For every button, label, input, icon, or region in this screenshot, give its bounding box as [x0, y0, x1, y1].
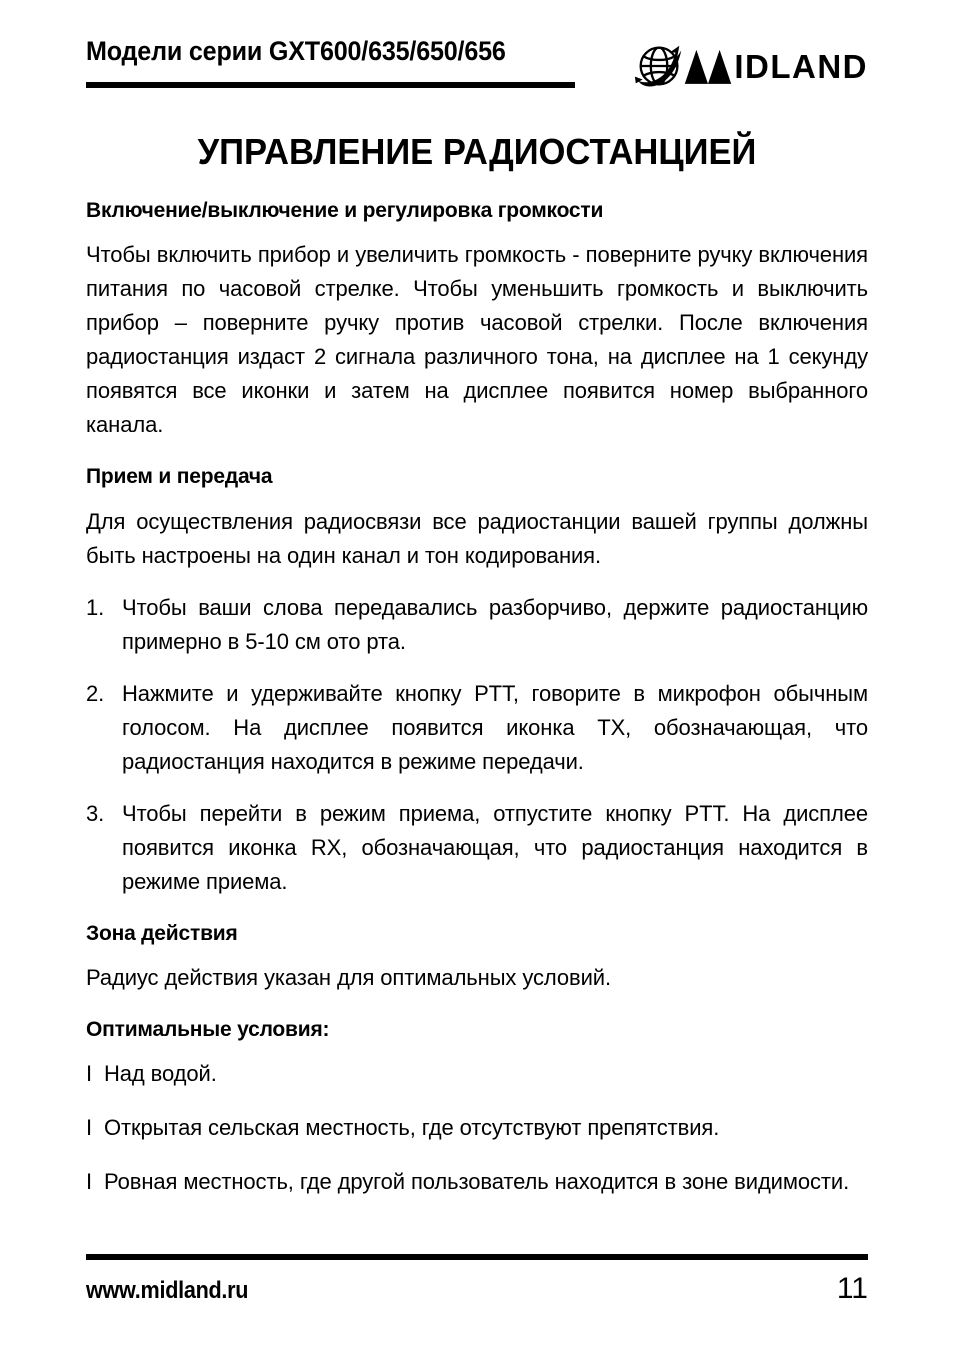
bullet-marker-icon: I [86, 1115, 93, 1140]
list-item-number: 3. [86, 800, 105, 826]
section-paragraph-range: Радиус действия указан для оптимальных условий. [86, 964, 611, 990]
list-item-text: Нажмите и удерживайте кнопку PTT, говорите в микрофон обычным голосом. На дисплее появится иконка TX, обозначающая, что радиостанция находится в режиме передачи. [122, 680, 868, 774]
list-item [86, 677, 868, 779]
logo-brand-text: IDLAND [734, 47, 868, 85]
page-header [86, 38, 868, 100]
footer-divider-rule [86, 1254, 868, 1260]
list-item-text: Открытая сельская местность, где отсутствуют препятствия. [104, 1115, 720, 1140]
list-item [86, 1111, 868, 1145]
spacer [86, 995, 868, 1017]
header-models-block [86, 38, 586, 65]
footer-page-number: 11 [836, 1272, 868, 1305]
spacer [86, 573, 868, 591]
list-item [86, 797, 868, 899]
bullet-marker-icon: I [86, 1169, 93, 1194]
list-item [86, 1165, 868, 1199]
section-heading-range: Зона действия [86, 921, 238, 945]
list-item-text: Ровная местность, где другой пользователь находится в зоне видимости. [104, 1169, 850, 1194]
midland-wordmark [683, 46, 868, 86]
page-title: УПРАВЛЕНИЕ РАДИОСТАНЦИЕЙ [197, 131, 757, 172]
spacer [86, 947, 868, 961]
list-item-number: 2. [86, 680, 105, 706]
section-heading-receive-transmit: Прием и передача [86, 465, 273, 489]
header-divider-rule [86, 82, 575, 88]
spacer [86, 491, 868, 505]
list-item-text: Чтобы ваши слова передавались разборчиво, держите радиостанцию примерно в 5-10 см ото рта. [122, 594, 868, 654]
numbered-instruction-list [86, 591, 868, 899]
logo-m-letter [683, 46, 733, 86]
midland-logo [631, 36, 868, 96]
list-item [86, 591, 868, 659]
spacer [86, 1043, 868, 1057]
optimal-conditions-list [86, 1057, 868, 1199]
list-item-text: Над водой. [104, 1061, 217, 1086]
spacer [86, 224, 868, 238]
header-models-line: Модели серии GXT600/635/650/656 [86, 36, 506, 66]
section-paragraph-power-volume: Чтобы включить прибор и увеличить громкость - поверните ручку включения питания по часовой стрелке. Чтобы уменьшить громкость и выключить прибор – поверните ручку против часовой стрелки. После включения радиостанция издаст 2 сигнала различного тона, на дисплее на 1 секунду появятся все иконки и затем на дисплее появится номер выбранного канала. [86, 242, 868, 438]
section-heading-power-volume: Включение/выключение и регулировка громкости [86, 199, 604, 222]
list-item-text: Чтобы перейти в режим приема, отпустите кнопку PTT. На дисплее появится иконка RX, обозначающая, что радиостанция находится в режиме приема. [122, 800, 868, 894]
page-content [86, 198, 868, 1199]
spacer [86, 442, 868, 464]
section-paragraph-receive-transmit: Для осуществления радиосвязи все радиостанции вашей группы должны быть настроены на один канал и тон кодирования. [86, 508, 868, 568]
globe-swoosh-icon [631, 37, 683, 95]
list-item [86, 1057, 868, 1091]
spacer [86, 899, 868, 921]
bullet-marker-icon: I [86, 1061, 93, 1086]
section-heading-optimal-conditions: Оптимальные условия: [86, 1017, 330, 1041]
list-item-number: 1. [86, 594, 105, 620]
footer-website-url: www.midland.ru [86, 1277, 249, 1304]
